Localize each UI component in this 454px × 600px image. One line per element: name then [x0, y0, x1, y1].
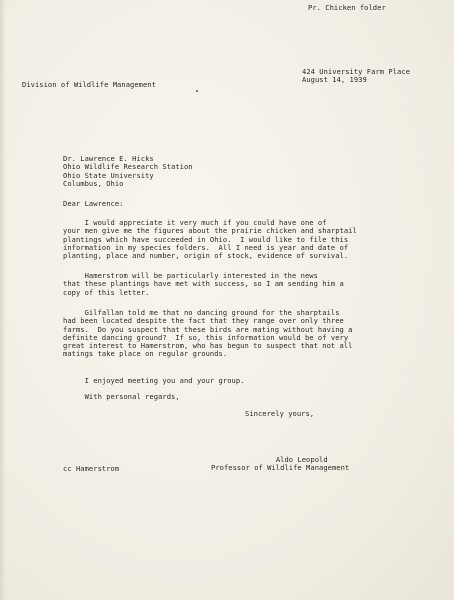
- letter-date: August 14, 1939: [302, 75, 367, 85]
- signature-block: [211, 456, 349, 473]
- body-paragraph: Hamerstrom will be particularly interested in the news that these plantings have met with success, so I am sending him a copy of this letter.: [63, 271, 344, 297]
- body-paragraph: With personal regards,: [63, 392, 180, 401]
- sender-address-block: [302, 68, 410, 85]
- sender-address: 424 University Farm Place: [302, 67, 411, 76]
- cc-line: cc Hamerstrom: [63, 464, 120, 473]
- folder-label: Pr. Chicken folder: [308, 3, 386, 12]
- sender-division: Division of Wildlife Management: [22, 80, 156, 89]
- salutation: Dear Lawrence:: [63, 199, 124, 208]
- body-paragraph: I enjoyed meeting you and your group.: [63, 376, 245, 385]
- signer-name: Aldo Leopold: [275, 455, 328, 464]
- recipient-address: Dr. Lawrence E. Hicks Ohio Wildlife Research Station Ohio State University Columbus, Ohio: [63, 154, 193, 188]
- signer-title: Professor of Wildlife Management: [211, 463, 350, 473]
- complimentary-closing: Sincerely yours,: [245, 409, 315, 418]
- body-paragraph: I would appreciate it very much if you could have one of your men give me the figures about the prairie chicken and sharptail plantings which have succeeded in Ohio. I would like to file this information in my species folders. All I need is year and date of planting, place and number, origin of stock, evidence of survival.: [63, 218, 357, 261]
- ink-speck: [196, 90, 198, 92]
- page-edge-shadow: [0, 0, 6, 600]
- body-paragraph: Gilfallan told me that no dancing ground for the sharptails had been located despite the fact that they range over only three farms. Do you suspect that these birds are mating without having a definite dancing ground? If so, this information would be of very great interest to Hamerstrom, who has begun to suspect that not all matings take place on regular grounds.: [63, 308, 353, 359]
